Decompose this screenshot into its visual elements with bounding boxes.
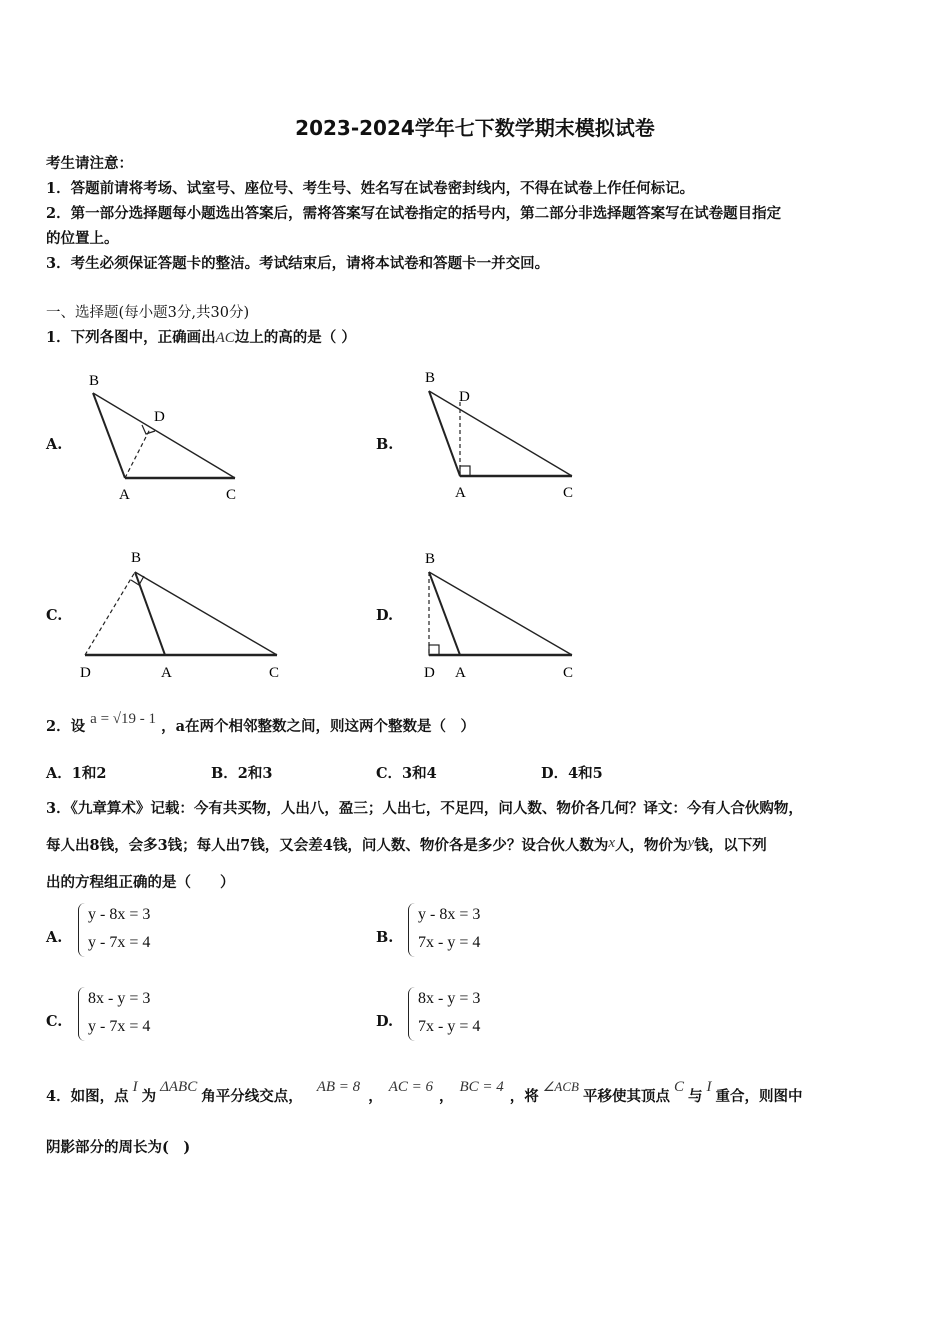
q1d-label-d: D (424, 665, 435, 681)
q3-line-2 (46, 834, 767, 855)
q4-angle: ∠ACB (542, 1079, 579, 1094)
q1c-label-b: B (131, 550, 142, 566)
q4-comma-1: ， (368, 1088, 383, 1105)
q3-option-b-label: B. (376, 929, 394, 946)
q3-b-eq1: y - 8x = 3 (418, 906, 481, 923)
q4-p3: 角平分线交点， (201, 1088, 303, 1105)
q4-p6: 与 (688, 1088, 703, 1105)
q2-option-b: B．2和3 (211, 765, 273, 782)
q2-prefix: 2．设 (46, 718, 86, 735)
q1a-label-b: B (89, 373, 100, 389)
q1-figure-a (80, 365, 260, 510)
q3-line-2a: 每人出8钱，会多3钱；每人出7钱，又会差4钱，问人数、物价各是多少？设合伙人数为 (46, 837, 609, 854)
q4-line-2: 阴影部分的周长为( ) (46, 1139, 191, 1156)
q3-option-d-system (418, 985, 480, 1041)
q3-option-a-system (88, 901, 150, 957)
q2-suffix: ，a在两个相邻整数之间，则这两个整数是（ ） (161, 718, 475, 735)
q2-option-c: C．3和4 (376, 765, 437, 782)
q3-line-3: 出的方程组正确的是（ ） (46, 874, 235, 891)
q3-option-c-system (88, 985, 150, 1041)
q1-option-a-label: A. (46, 436, 63, 453)
q3-a-brace (78, 903, 85, 957)
q1-suffix: 边上的高的是（ ） (234, 329, 356, 346)
q1-option-b-label: B. (376, 436, 394, 453)
q1b-label-d: D (459, 389, 470, 405)
q1c-label-d: D (80, 665, 91, 681)
q1b-label-c: C (563, 485, 574, 501)
q4-point-i: I (132, 1079, 138, 1095)
q4-p7: 重合，则图中 (715, 1088, 803, 1105)
q4-p4: ，将 (509, 1088, 539, 1105)
q4-point-i-2: I (706, 1079, 712, 1095)
q3-option-a-label: A. (46, 929, 63, 946)
q3-line-2c: 钱，以下列 (694, 837, 767, 854)
q3-b-brace (408, 903, 415, 957)
q4-p1: 4．如图，点 (46, 1088, 129, 1105)
q1b-label-b: B (425, 370, 436, 386)
q1a-label-c: C (226, 487, 237, 503)
notice-item-3: 3．考生必须保证答题卡的整洁。考试结束后，请将本试卷和答题卡一并交回。 (46, 255, 550, 272)
q3-a-eq1: y - 8x = 3 (88, 906, 151, 923)
q3-c-brace (78, 987, 85, 1041)
q3-d-eq1: 8x - y = 3 (418, 990, 481, 1007)
q1c-label-a: A (161, 665, 172, 681)
page-title: 2023-2024学年七下数学期末模拟试卷 (295, 116, 655, 140)
q1-option-d-label: D. (376, 607, 394, 624)
q3-d-brace (408, 987, 415, 1041)
q4-vertex-c: C (674, 1079, 685, 1095)
q1d-label-a: A (455, 665, 466, 681)
q1-figure-d (415, 540, 595, 685)
q3-c-eq1: 8x - y = 3 (88, 990, 151, 1007)
notice-header: 考生请注意： (46, 155, 133, 172)
notice-item-2: 2．第一部分选择题每小题选出答案后，需将答案写在试卷指定的括号内，第二部分非选择题答案写在试卷题目指定 (46, 205, 782, 222)
q1d-label-b: B (425, 551, 436, 567)
q1-figure-b (415, 365, 595, 510)
q4-comma-2: ， (438, 1088, 454, 1105)
q4-line-1 (46, 1079, 803, 1106)
q3-line-1: 3．《九章算术》记载：今有共买物，人出八，盈三；人出七，不足四，问人数、物价各几何？译文：今有人合伙购物， (46, 800, 803, 817)
q2-option-a: A．1和2 (46, 765, 107, 782)
notice-item-1: 1．答题前请将考场、试室号、座位号、考生号、姓名写在试卷密封线内，不得在试卷上作任何标记。 (46, 180, 695, 197)
q3-b-eq2: 7x - y = 4 (418, 934, 481, 951)
section-header: 一、选择题(每小题3分,共30分) (46, 305, 250, 321)
q4-ac: AC = 6 (388, 1079, 433, 1095)
q3-line-2b: 人，物价为 (615, 837, 688, 854)
q2-option-d: D．4和5 (541, 765, 603, 782)
q3-option-b-system (418, 901, 480, 957)
q1-option-c-label: C. (46, 607, 63, 624)
q1d-label-c: C (563, 665, 574, 681)
q1a-label-a: A (119, 487, 130, 503)
q1-stem (46, 326, 356, 347)
q4-triangle: ΔABC (160, 1079, 198, 1095)
q4-p2: 为 (141, 1088, 157, 1105)
q3-c-eq2: y - 7x = 4 (88, 1018, 151, 1035)
q1a-label-d: D (154, 409, 165, 425)
q4-bc: BC = 4 (459, 1079, 504, 1095)
q3-var-x: x (608, 835, 616, 851)
q4-p5: 平移使其顶点 (583, 1088, 670, 1105)
q3-a-eq2: y - 7x = 4 (88, 934, 151, 951)
q1-figure-c (75, 540, 295, 685)
q2-expression: a = √19 - 1 (90, 711, 157, 727)
notice-item-2-cont: 的位置上。 (46, 230, 119, 247)
q3-option-d-label: D. (376, 1013, 394, 1030)
q3-option-c-label: C. (46, 1013, 63, 1030)
q1c-label-c: C (269, 665, 280, 681)
q1-prefix: 1．下列各图中，正确画出 (46, 329, 216, 346)
q1b-label-a: A (455, 485, 466, 501)
q3-var-y: y (687, 835, 695, 851)
q2-stem (46, 711, 475, 736)
q3-d-eq2: 7x - y = 4 (418, 1018, 481, 1035)
q1-var: AC (215, 330, 235, 346)
q4-ab: AB = 8 (316, 1079, 361, 1095)
